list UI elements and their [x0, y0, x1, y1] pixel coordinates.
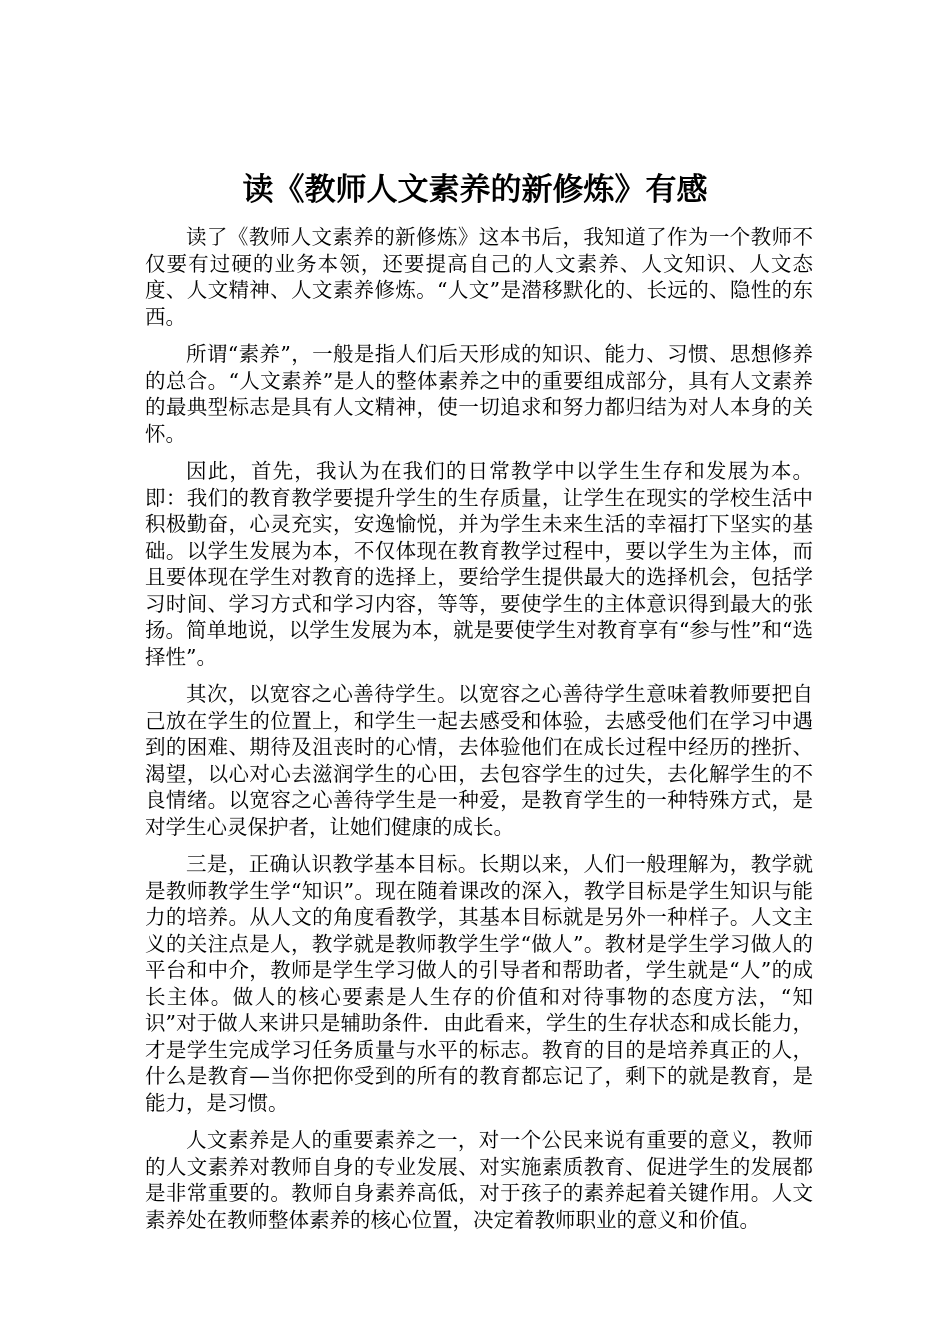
- paragraph-5: 三是，正确认识教学基本目标。长期以来，人们一般理解为，教学就是教师教学生学“知识”。现在随着课改的深入，教学目标是学生知识与能力的培养。从人文的角度看教学，其基本目标就是另外一种样子。人文主义的关注点是人，教学就是教师教学生学“做人”。教材是学生学习做人的平台和中介，教师是学生学习做人的引导者和帮助者，学生就是“人”的成长主体。做人的核心要素是人生存的价值和对待事物的态度方法，“知识”对于做人来讲只是辅助条件．由此看来，学生的生存状态和成长能力，才是学生完成学习任务质量与水平的标志。教育的目的是培养真正的人，什么是教育—当你把你受到的所有的教育都忘记了，剩下的就是教育，是能力，是习惯。: [145, 852, 813, 1115]
- paragraph-3: 因此，首先，我认为在我们的日常教学中以学生生存和发展为本。即：我们的教育教学要提升学生的生存质量，让学生在现实的学校生活中积极勤奋，心灵充实，安逸愉悦，并为学生未来生活的幸福打下坚实的基础。以学生发展为本，不仅体现在教育教学过程中，要以学生为主体，而且要体现在学生对教育的选择上，要给学生提供最大的选择机会，包括学习时间、学习方式和学习内容，等等，要使学生的主体意识得到最大的张扬。简单地说，以学生发展为本，就是要使学生对教育享有“参与性”和“选择性”。: [145, 459, 813, 669]
- paragraph-6: 人文素养是人的重要素养之一，对一个公民来说有重要的意义，教师的人文素养对教师自身的专业发展、对实施素质教育、促进学生的发展都是非常重要的。教师自身素养高低，对于孩子的素养起着关键作用。人文素养处在教师整体素养的核心位置，决定着教师职业的意义和价值。: [145, 1128, 813, 1232]
- paragraph-1: 读了《教师人文素养的新修炼》这本书后，我知道了作为一个教师不仅要有过硬的业务本领，还要提高自己的人文素养、人文知识、人文态度、人文精神、人文素养修炼。“人文”是潜移默化的、长远的、隐性的东西。: [145, 225, 813, 329]
- document-body: [145, 224, 813, 1244]
- document-title: 读《教师人文素养的新修炼》有感: [242, 172, 708, 208]
- paragraph-2: 所谓“素养”，一般是指人们后天形成的知识、能力、习惯、思想修养的总合。“人文素养”是人的整体素养之中的重要组成部分，具有人文素养的最典型标志是具有人文精神，使一切追求和努力都归结为对人本身的关怀。: [145, 342, 813, 446]
- paragraph-4: 其次，以宽容之心善待学生。以宽容之心善待学生意味着教师要把自己放在学生的位置上，和学生一起去感受和体验，去感受他们在学习中遇到的困难、期待及沮丧时的心情，去体验他们在成长过程中经历的挫折、渴望，以心对心去滋润学生的心田，去包容学生的过失，去化解学生的不良情绪。以宽容之心善待学生是一种爱，是教育学生的一种特殊方式，是对学生心灵保护者，让她们健康的成长。: [145, 682, 813, 839]
